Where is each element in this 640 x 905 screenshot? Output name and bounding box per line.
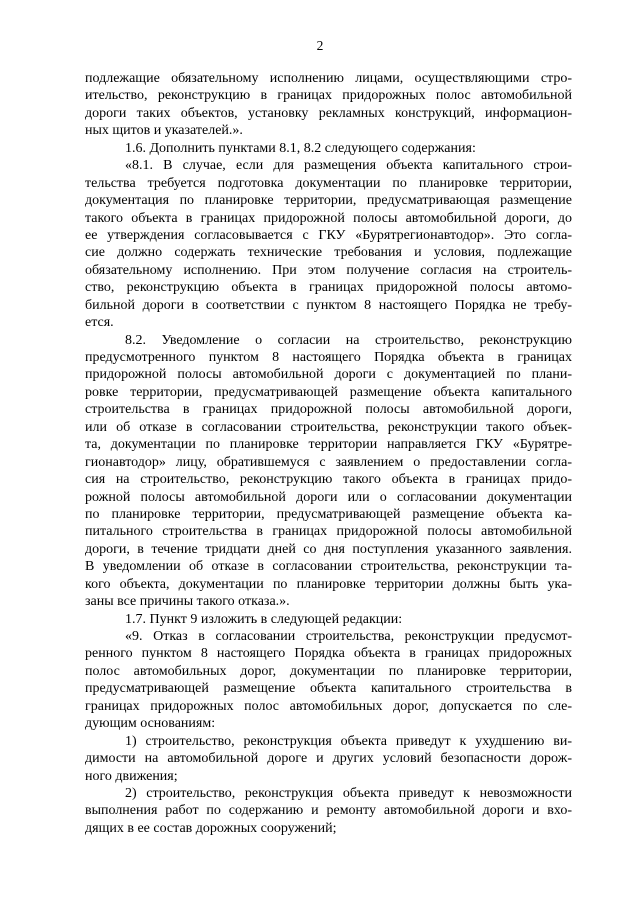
text-line: дороги таких объектов, установку рекламных конструкций, информацион- bbox=[85, 105, 572, 121]
text-line: такого объекта в границах придорожной полосы автомобильной дороги, до bbox=[85, 210, 572, 226]
text-line: ительство, реконструкцию в границах придорожных полос автомобильной bbox=[85, 88, 572, 104]
text-line: 1.7. Пункт 9 изложить в следующей редакции: bbox=[125, 611, 403, 627]
text-line: дящих в ее состав дорожных сооружений; bbox=[85, 820, 337, 836]
text-line: предусмотренного пунктом 8 настоящего Порядка объекта в границах bbox=[85, 350, 572, 365]
text-line: гионавтодор» лицу, обратившемуся с заявлением о предоставлении согла- bbox=[85, 454, 572, 470]
text-line: ство, реконструкцию объекта в границах придорожной полосы автомо- bbox=[85, 280, 572, 296]
text-line: ных щитов и указателей.». bbox=[85, 123, 243, 139]
text-line: или об отказе в согласовании строительства, реконструкции такого объек- bbox=[85, 419, 572, 435]
text-line: сие должно содержать технические требования и условия, подлежащие bbox=[85, 245, 572, 261]
text-line: та, документации по планировке территории направляется ГКУ «Бурятре- bbox=[85, 437, 572, 453]
text-line: «9. Отказ в согласовании строительства, реконструкции предусмот- bbox=[125, 629, 572, 644]
page-number: 2 bbox=[316, 38, 324, 53]
text-line: ного движения; bbox=[85, 768, 178, 784]
text-line: выполнения работ по содержанию и ремонту автомобильной дороги и вхо- bbox=[85, 803, 572, 819]
text-line: 1) строительство, реконструкция объекта приведут к ухудшению ви- bbox=[125, 733, 572, 749]
text-line: придорожной полосы автомобильной дороги с документацией по плани- bbox=[85, 367, 572, 383]
text-line: «8.1. В случае, если для размещения объекта капитального строи- bbox=[125, 158, 572, 174]
text-line: 1.6. Дополнить пунктами 8.1, 8.2 следующего содержания: bbox=[125, 140, 476, 156]
text-line: димости на автомобильной дороге и других условий безопасности дорож- bbox=[85, 751, 572, 767]
text-line: питального строительства в границах придорожной полосы автомобильной bbox=[85, 524, 572, 540]
text-line: документация по планировке территории, предусматривающая размещение bbox=[85, 193, 572, 209]
text-line: строительства в границах придорожной полосы автомобильной дороги, bbox=[85, 402, 572, 418]
text-line: границах придорожных полос автомобильных дорог, допускается по сле- bbox=[85, 698, 572, 714]
text-line: подлежащие обязательному исполнению лицами, осуществляющими стро- bbox=[85, 71, 572, 86]
document-body bbox=[85, 70, 572, 837]
text-line: заны все причины такого отказа.». bbox=[85, 594, 290, 610]
text-line: тельства требуется подготовка документации по планировке территории, bbox=[85, 175, 572, 191]
text-line: дующим основаниям: bbox=[85, 716, 216, 732]
text-line: 2) строительство, реконструкция объекта приведут к невозможности bbox=[125, 785, 572, 801]
text-line: дороги, в течение тридцати дней со дня поступления указанного заявления. bbox=[85, 541, 572, 557]
text-line: полос автомобильных дорог, документации по планировке территории, bbox=[85, 663, 572, 679]
text-line: предусматривающей размещение объекта капитального строительства в bbox=[85, 681, 572, 697]
text-line: рожной полосы автомобильной дороги или о согласовании документации bbox=[85, 489, 572, 505]
text-line: ровке территории, предусматривающей размещение объекта капитального bbox=[85, 384, 572, 400]
text-line: ется. bbox=[85, 315, 114, 331]
text-line: 8.2. Уведомление о согласии на строительство, реконструкцию bbox=[125, 332, 572, 348]
text-line: по планировке территории, предусматривающей размещение объекта ка- bbox=[85, 506, 572, 522]
text-line: ее утверждения согласовывается с ГКУ «Бурятрегионавтодор». Это согла- bbox=[85, 227, 572, 243]
text-line: В уведомлении об отказе в согласовании строительства, реконструкции та- bbox=[85, 559, 572, 575]
text-line: ренного пунктом 8 настоящего Порядка объекта в границах придорожных bbox=[85, 646, 572, 662]
text-line: кого объекта, документации по планировке территории должны быть ука- bbox=[85, 576, 572, 592]
text-line: обязательному исполнению. При этом получение согласия на строитель- bbox=[85, 262, 572, 278]
text-line: бильной дороги в соответствии с пунктом 8 настоящего Порядка не требу- bbox=[85, 297, 572, 313]
text-line: сия на строительство, реконструкцию такого объекта в границах придо- bbox=[85, 472, 572, 488]
